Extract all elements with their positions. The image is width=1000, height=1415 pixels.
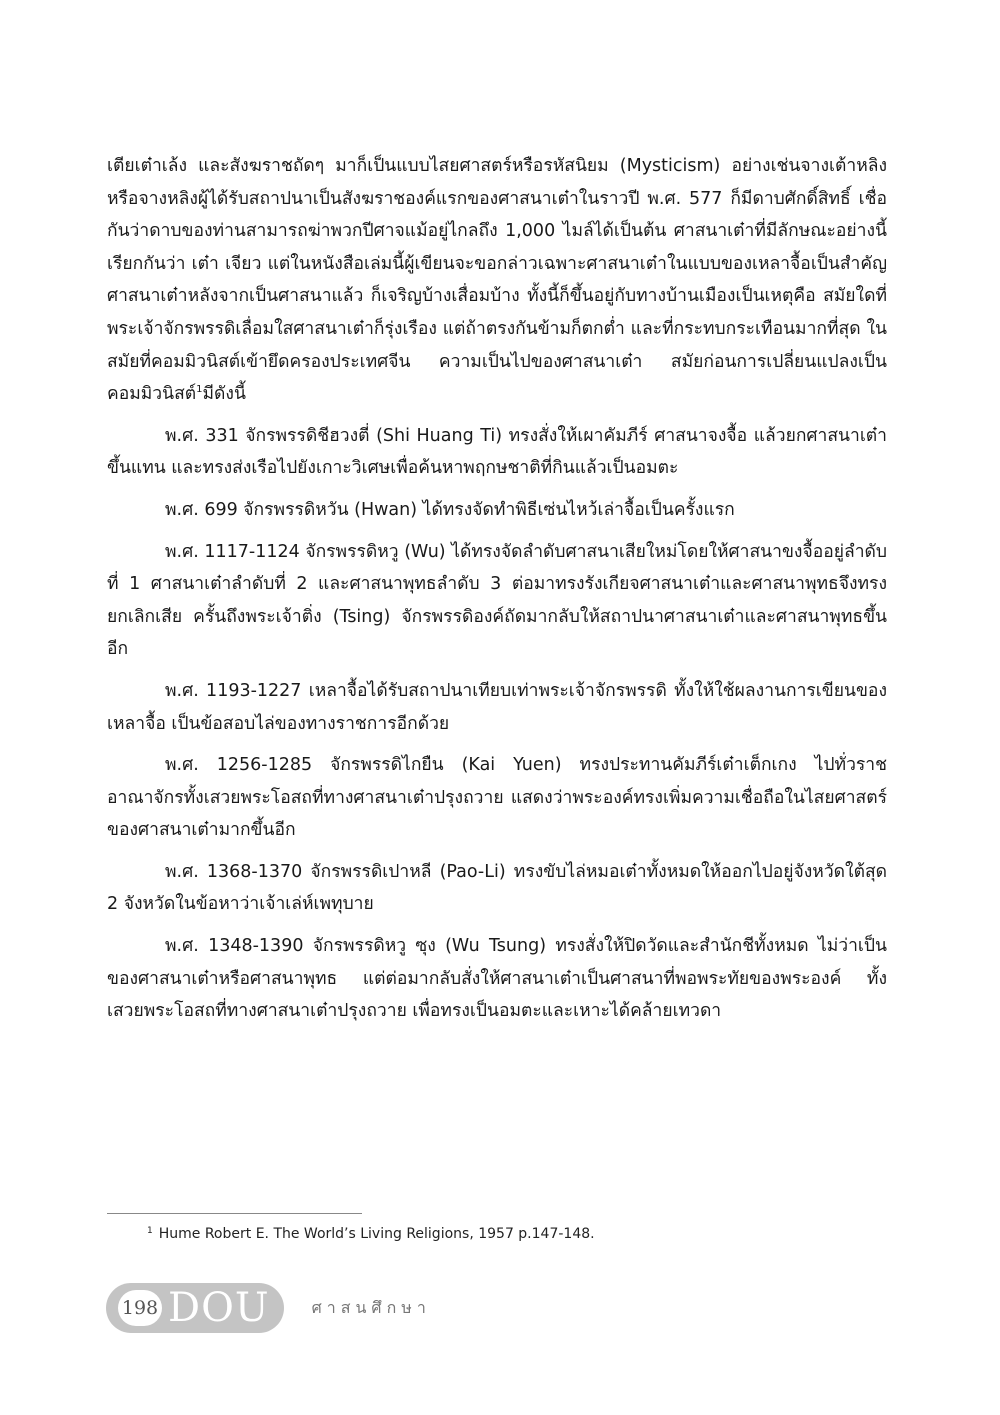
paragraph-1256: พ.ศ. 1256-1285 จักรพรรดิไกยืน (Kai Yuen) ทรงประทานคัมภีร์เต๋าเต็กเกง ไปทั่วราชอาณาจักรทั้งเสวยพระโอสถที่ทางศาสนาเต๋าปรุงถวาย แสดงว่าพระองค์ทรงเพิ่มความเชื่อถือในไสยศาสตร์ของศาสนาเต๋ามากขึ้นอีก [107, 755, 887, 841]
footnote-reference: 1 [196, 384, 203, 396]
page-badge [106, 1283, 284, 1333]
footnote-number: 1 [147, 1226, 153, 1236]
page-footer [106, 1283, 431, 1333]
footnote-divider [107, 1213, 362, 1214]
paragraph-1117: พ.ศ. 1117-1124 จักรพรรดิหวู (Wu) ได้ทรงจัดลำดับศาสนาเสียใหม่โดยให้ศาสนาขงจื้ออยู่ลำดับที่ 1 ศาสนาเต๋าลำดับที่ 2 และศาสนาพุทธลำดับ 3 ต่อมาทรงรังเกียจศาสนาเต๋าและศาสนาพุทธจึงทรงยกเลิกเสีย ครั้นถึงพระเจ้าติ่ง (Tsing) จักรพรรดิองค์ถัดมากลับให้สถาปนาศาสนาเต๋าและศาสนาพุทธขึ้นอีก [107, 541, 887, 660]
paragraph-intro [107, 150, 887, 411]
paragraph-1348: พ.ศ. 1348-1390 จักรพรรดิหวู ซุง (Wu Tsung) ทรงสั่งให้ปิดวัดและสำนักชีทั้งหมด ไม่ว่าเป็นของศาสนาเต๋าหรือศาสนาพุทธ แต่ต่อมากลับสั่งให้ศาสนาเต๋าเป็นศาสนาที่พอพระทัยของพระองค์ ทั้งเสวยพระโอสถที่ทางศาสนาเต๋าปรุงถวาย เพื่อทรงเป็นอมตะและเหาะได้คล้ายเทวดา [107, 936, 887, 1022]
paragraph-intro-text: เตียเต๋าเล้ง และสังฆราชถัดๆ มาก็เป็นแบบไสยศาสตร์หรือรหัสนิยม (Mysticism) อย่างเช่นจางเต้าหลิง หรือจางหลิงผู้ได้รับสถาปนาเป็นสังฆราชองค์แรกของศาสนาเต๋าในราวปี พ.ศ. 577 ก็มีดาบศักดิ์สิทธิ์ เชื่อกันว่าดาบของท่านสามารถฆ่าพวกปีศาจแม้อยู่ไกลถึง 1,000 ไมล์ได้เป็นต้น ศาสนาเต๋าที่มีลักษณะอย่างนี้เรียกกันว่า เต๋า เจียว แต่ในหนังสือเล่มนี้ผู้เขียนจะขอกล่าวเฉพาะศาสนาเต๋าในแบบของเหลาจื้อเป็นสำคัญ ศาสนาเต๋าหลังจากเป็นศาสนาแล้ว ก็เจริญบ้างเสื่อมบ้าง ทั้งนี้ก็ขึ้นอยู่กับทางบ้านเมืองเป็นเหตุคือ สมัยใดที่พระเจ้าจักรพรรดิเลื่อมใสศาสนาเต๋าก็รุ่งเรือง แต่ถ้าตรงกันข้ามก็ตกต่ำ และที่กระทบกระเทือนมากที่สุด ในสมัยที่คอมมิวนิสต์เข้ายึดครองประเทศจีน ความเป็นไปของศาสนาเต๋า สมัยก่อนการเปลี่ยนแปลงเป็นคอมมิวนิสต์ [107, 156, 887, 405]
paragraph-intro-tail: มีดังนี้ [202, 384, 246, 405]
subject-title: ศาสนศึกษา [311, 1297, 431, 1317]
dou-logo: DOU [168, 1285, 270, 1331]
body-text [107, 150, 887, 1028]
paragraph-1368: พ.ศ. 1368-1370 จักรพรรดิเปาหลี (Pao-Li) ทรงขับไล่หมอเต๋าทั้งหมดให้ออกไปอยู่จังหวัดใต้สุด 2 จังหวัดในข้อหาว่าเจ้าเล่ห์เพทุบาย [107, 861, 887, 915]
footnote-text: Hume Robert E. The World’s Living Religions, 1957 p.147-148. [158, 1226, 595, 1242]
page-number: 198 [118, 1290, 162, 1326]
paragraph-331: พ.ศ. 331 จักรพรรดิชีฮวงตี่ (Shi Huang Ti) ทรงสั่งให้เผาคัมภีร์ ศาสนาจงจื้อ แล้วยกศาสนาเต๋าขึ้นแทน และทรงส่งเรือไปยังเกาะวิเศษเพื่อค้นหาพฤกษชาติที่กินแล้วเป็นอมตะ [107, 425, 887, 479]
footnote [147, 1221, 595, 1244]
paragraph-699: พ.ศ. 699 จักรพรรดิหวัน (Hwan) ได้ทรงจัดทำพิธีเซ่นไหว้เล่าจื้อเป็นครั้งแรก [165, 499, 735, 520]
paragraph-1193: พ.ศ. 1193-1227 เหลาจื้อได้รับสถาปนาเทียบเท่าพระเจ้าจักรพรรดิ ทั้งให้ใช้ผลงานการเขียนของเหลาจื้อ เป็นข้อสอบไล่ของทางราชการอีกด้วย [107, 680, 887, 734]
